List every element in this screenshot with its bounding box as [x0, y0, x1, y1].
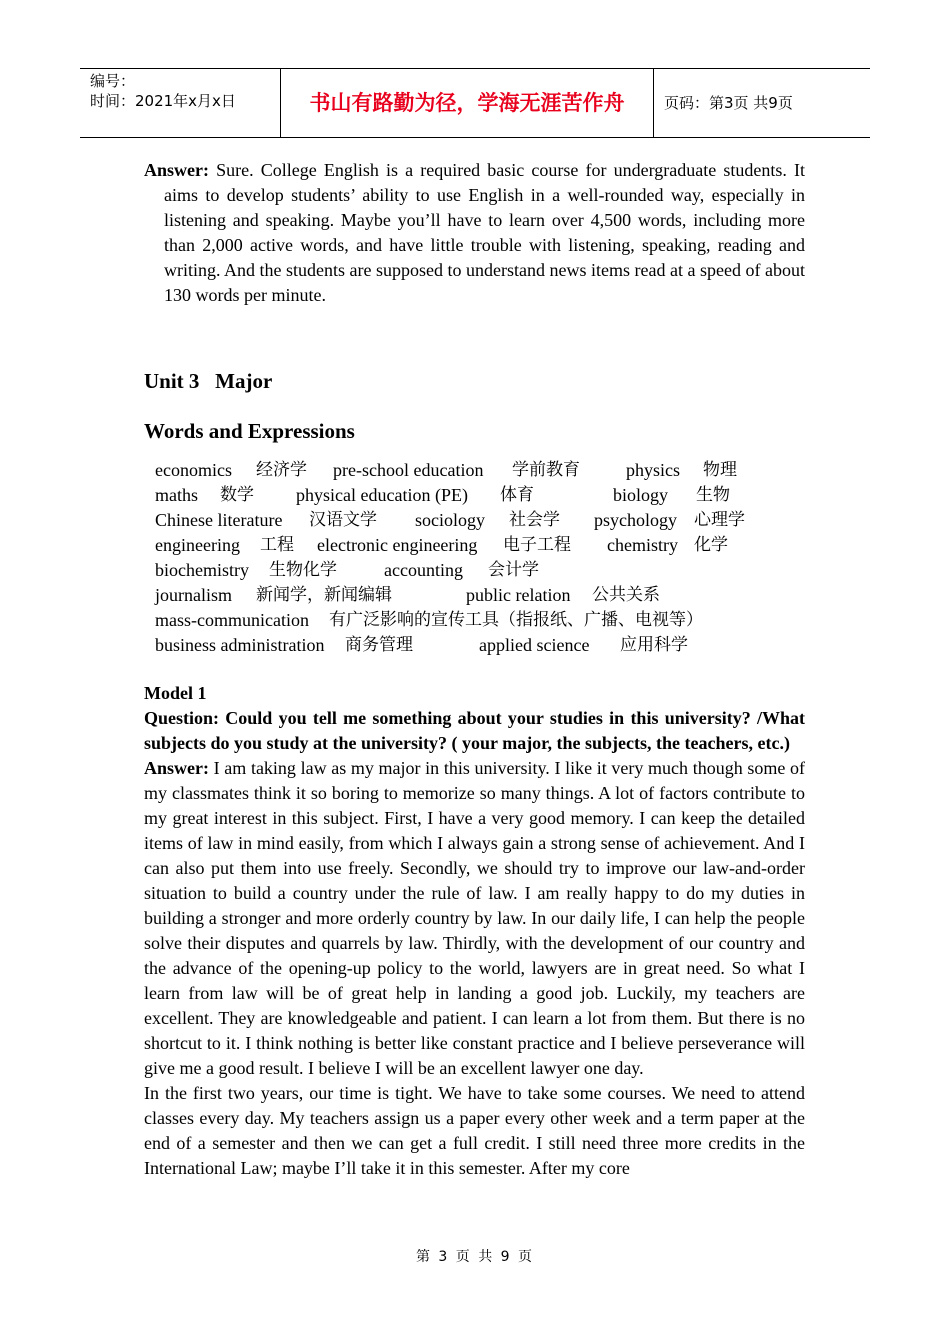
vocab-translation: 心理学 [694, 510, 745, 530]
vocab-translation: 物理 [703, 460, 737, 480]
vocab-row [155, 633, 805, 658]
vocab-translation: 商务管理 [345, 635, 413, 655]
answer-text: I am taking law as my major in this university. I like it very much though some of my classmates think it so boring to memorize so many things. A lot of factors contribute to my great interest in this subject. First, I have a very good memory. I can keep the detailed items of law in mind easily, from which I always gain a strong sense of achievement. And I can also put them into use freely. Secondly, we should try to improve our law-and-order situation to build a country under the rule of law. I am really happy to do my duties in building a stronger and more orderly country by law. In our daily life, I can help the people solve their disputes and quarrels by law. Thirdly, with the development of our country and the advance of the opening-up policy to the world, lawyers are in great need. So what I learn from law will be of great help in landing a good job. Luckily, my teachers are excellent. They are knowledgeable and patient. I can learn a lot from them. But there is no shortcut to it. I think nothing is better like constant practice and I believe perseverance will give me a good result. I believe I will be an excellent lawyer one day. [144, 758, 805, 1078]
vocab-row [155, 558, 805, 583]
number-label: 编号： [90, 72, 136, 90]
time-label: 时间：2021年x月x日 [90, 92, 236, 110]
vocab-term: maths [155, 485, 198, 505]
vocab-term: biology [613, 485, 669, 505]
question-text: Question: Could you tell me something about your studies in this university? /What subjects do you study at the university? ( your major, the subjects, the teachers, etc.) [144, 708, 805, 753]
vocab-term: mass-communication [155, 610, 309, 630]
vocab-translation: 生物 [696, 485, 730, 505]
model-section [144, 681, 805, 1181]
vocab-term: accounting [384, 560, 463, 580]
vocab-term: public relation [466, 585, 571, 605]
model-title: Model 1 [144, 683, 207, 703]
vocab-term: Chinese literature [155, 510, 283, 530]
vocab-translation: 社会学 [509, 510, 560, 530]
vocab-row [155, 608, 805, 633]
vocab-translation: 体育 [500, 485, 534, 505]
vocab-translation: 化学 [694, 535, 728, 555]
vocab-translation: 经济学 [256, 460, 307, 480]
vocab-term: engineering [155, 535, 240, 555]
vocab-translation: 有广泛影响的宣传工具（指报纸、广播、电视等） [329, 610, 703, 630]
vocab-term: electronic engineering [317, 535, 478, 555]
vocab-translation: 应用科学 [620, 635, 688, 655]
answer-1 [144, 158, 805, 308]
vocab-term: business administration [155, 635, 325, 655]
vocab-row [155, 458, 805, 483]
vocab-translation: 数学 [220, 485, 254, 505]
vocab-translation: 汉语文学 [309, 510, 377, 530]
vocab-term: physical education (PE) [296, 485, 468, 505]
paragraph: In the first two years, our time is tight. We have to take some courses. We need to attend classes every day. My teachers assign us a paper every other week and a term paper at the end of a semester and then we can get a full credit. I still need three more credits in the International Law; maybe I’ll take it in this semester. After my core [144, 1083, 805, 1178]
vocab-term: pre-school education [333, 460, 484, 480]
vocab-translation: 生物化学 [269, 560, 337, 580]
vocab-term: economics [155, 460, 232, 480]
unit-title: Unit 3 Major [144, 369, 273, 393]
vocab-translation: 学前教育 [512, 460, 580, 480]
vocab-term: biochemistry [155, 560, 249, 580]
vocabulary-list [155, 458, 805, 658]
document-header [80, 68, 870, 138]
vocab-row [155, 583, 805, 608]
header-page-label: 页码：第3页 共9页 [664, 94, 793, 112]
vocab-row [155, 483, 805, 508]
vocab-translation: 新闻学，新闻编辑 [256, 585, 392, 605]
vocab-row [155, 533, 805, 558]
vocab-term: chemistry [607, 535, 678, 555]
header-motto: 书山有路勤为径，学海无涯苦作舟 [281, 69, 654, 137]
vocab-translation: 电子工程 [503, 535, 571, 555]
header-meta [80, 69, 281, 137]
vocab-term: physics [626, 460, 680, 480]
section-title: Words and Expressions [144, 419, 355, 443]
vocab-translation: 工程 [260, 535, 294, 555]
vocab-term: journalism [155, 585, 232, 605]
answer-label: Answer: [144, 160, 209, 180]
answer-text: Sure. College English is a required basic course for undergraduate students. It aims to develop students’ ability to use English in a well-rounded way, especially in listening and speaking. Maybe you’ll have to learn over 4,500 words, including more than 2,000 active words, and have little trouble with listening, speaking, reading and writing. And the students are supposed to understand news items read at a speed of about 130 words per minute. [164, 160, 805, 305]
answer-label: Answer: [144, 758, 209, 778]
vocab-row [155, 508, 805, 533]
vocab-term: sociology [415, 510, 485, 530]
vocab-translation: 公共关系 [592, 585, 660, 605]
page-footer: 第 3 页 共 9 页 [415, 1249, 535, 1265]
vocab-term: psychology [594, 510, 677, 530]
vocab-translation: 会计学 [488, 560, 539, 580]
vocab-term: applied science [479, 635, 590, 655]
